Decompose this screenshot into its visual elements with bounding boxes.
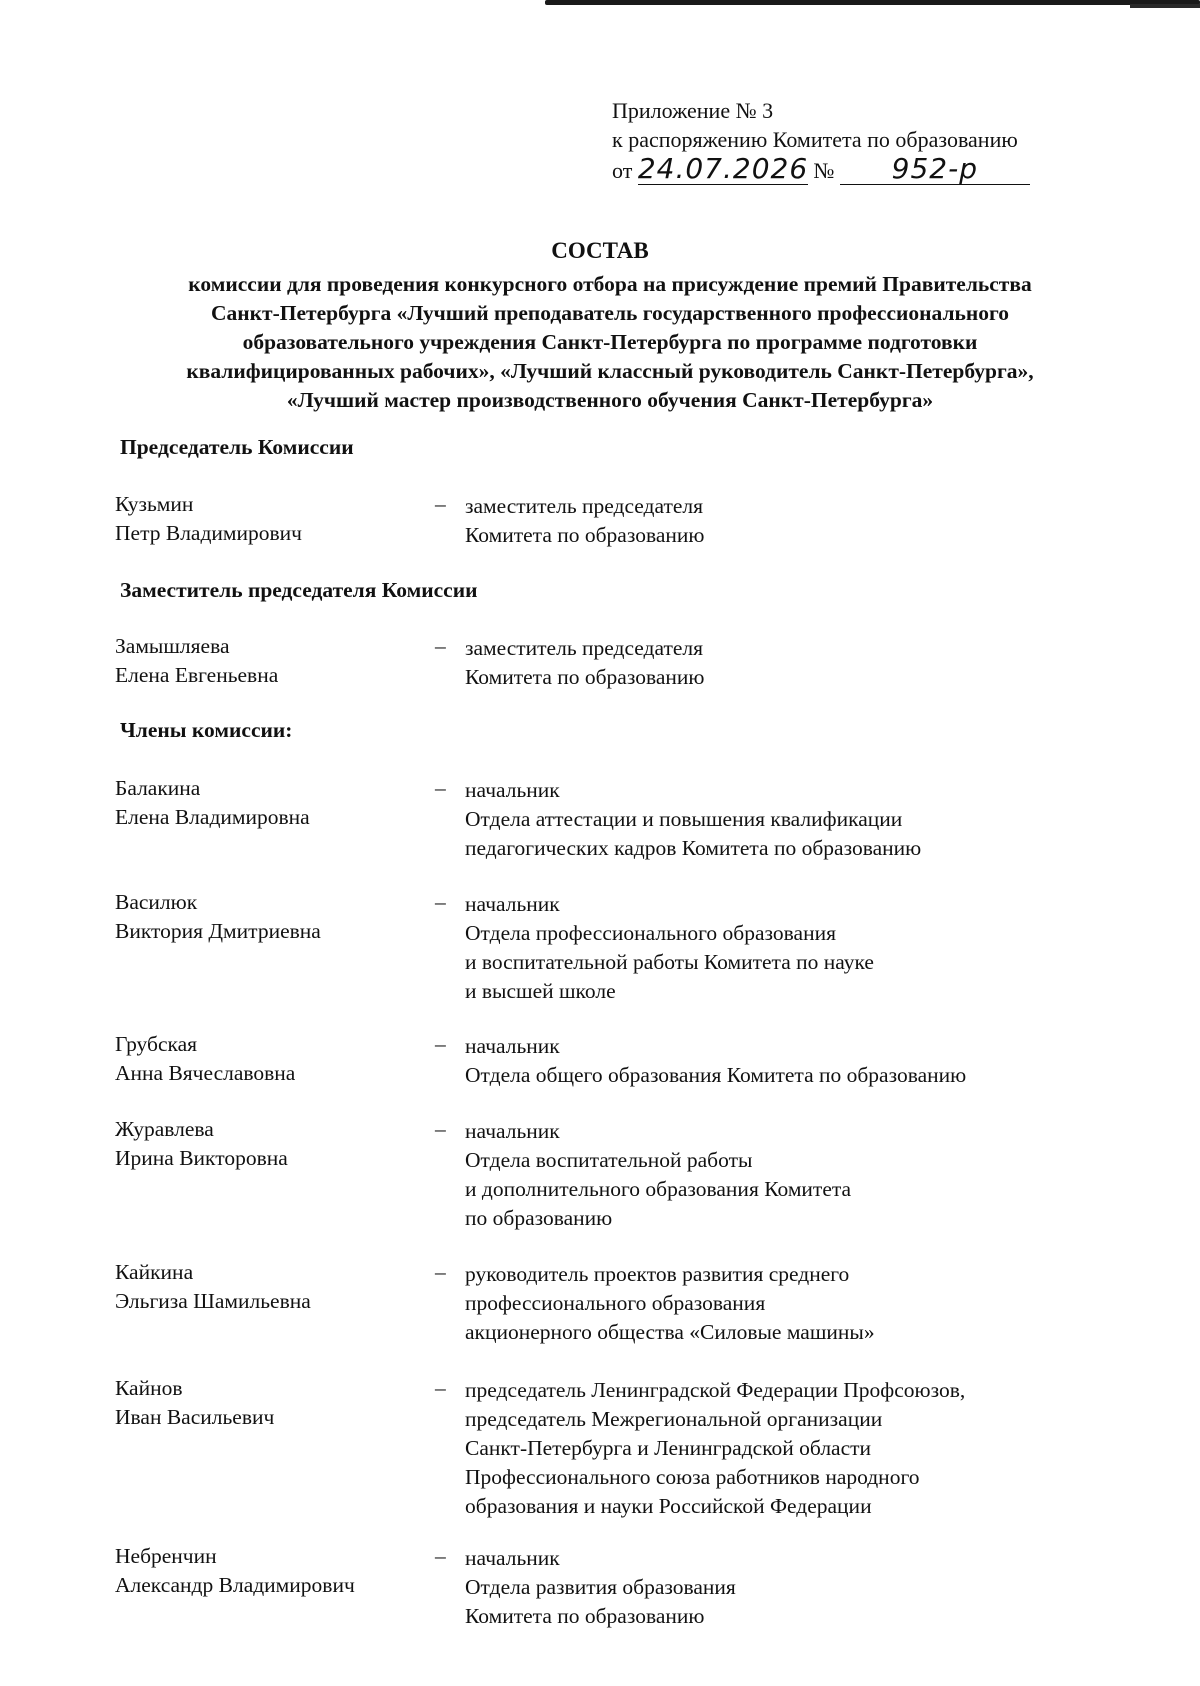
person-name: [115, 1258, 415, 1316]
given-names: Елена Евгеньевна: [115, 663, 279, 687]
role-line: и дополнительного образования Комитета: [465, 1177, 852, 1201]
scan-edge-mark: [545, 0, 1200, 5]
role-line: Комитета по образованию: [465, 665, 705, 689]
person-role: [465, 1117, 1115, 1233]
subtitle-line: квалифицированных рабочих», «Лучший классный руководитель Санкт-Петербурга»,: [186, 359, 1034, 383]
subtitle-line: «Лучший мастер производственного обучения Санкт-Петербурга»: [286, 388, 934, 412]
role-line: председатель Межрегиональной организации: [465, 1407, 883, 1431]
dash-separator: –: [435, 634, 446, 658]
dash-separator: –: [435, 1376, 446, 1400]
subtitle-line: комиссии для проведения конкурсного отбора на присуждение премий Правительства: [188, 272, 1032, 296]
dash-separator: –: [435, 1032, 446, 1056]
role-line: Комитета по образованию: [465, 1604, 705, 1628]
role-line: начальник: [465, 1119, 560, 1143]
role-line: начальник: [465, 1546, 560, 1570]
given-names: Ирина Викторовна: [115, 1146, 288, 1170]
appendix-date-line: [612, 154, 1030, 185]
surname: Грубская: [115, 1032, 198, 1056]
role-line: Санкт-Петербурга и Ленинградской области: [465, 1436, 872, 1460]
person-role: [465, 1544, 1115, 1631]
given-names: Александр Владимирович: [115, 1573, 355, 1597]
dash-separator: –: [435, 1117, 446, 1141]
role-line: образования и науки Российской Федерации: [465, 1494, 872, 1518]
role-line: Отдела воспитательной работы: [465, 1148, 753, 1172]
person-name: [115, 1374, 415, 1432]
role-line: руководитель проектов развития среднего: [465, 1262, 850, 1286]
person-role: [465, 1032, 1115, 1090]
role-line: начальник: [465, 1034, 560, 1058]
document-title: СОСТАВ: [551, 238, 649, 263]
person-role: [465, 1376, 1115, 1521]
role-line: Отдела развития образования: [465, 1575, 736, 1599]
role-line: начальник: [465, 778, 560, 802]
given-names: Иван Васильевич: [115, 1405, 275, 1429]
scan-edge-mark-tail: [1130, 4, 1200, 8]
role-line: профессионального образования: [465, 1291, 766, 1315]
given-names: Виктория Дмитриевна: [115, 919, 321, 943]
appendix-reference: к распоряжению Комитета по образованию: [612, 127, 1018, 152]
person-role: [465, 634, 1115, 692]
role-line: Профессионального союза работников народного: [465, 1465, 920, 1489]
role-line: педагогических кадров Комитета по образованию: [465, 836, 922, 860]
role-line: Отдела профессионального образования: [465, 921, 836, 945]
person-name: [115, 490, 415, 548]
given-names: Елена Владимировна: [115, 805, 310, 829]
given-names: Эльгиза Шамильевна: [115, 1289, 311, 1313]
surname: Кузьмин: [115, 492, 194, 516]
given-names: Петр Владимирович: [115, 521, 302, 545]
dash-separator: –: [435, 1260, 446, 1284]
person-name: [115, 774, 415, 832]
document-subtitle: [120, 270, 1100, 415]
surname: Балакина: [115, 776, 201, 800]
subtitle-line: образовательного учреждения Санкт-Петербурга по программе подготовки: [242, 330, 978, 354]
surname: Журавлева: [115, 1117, 214, 1141]
dash-separator: –: [435, 1544, 446, 1568]
given-names: Анна Вячеславовна: [115, 1061, 296, 1085]
role-line: Комитета по образованию: [465, 523, 705, 547]
number-prefix: №: [813, 158, 835, 183]
role-line: начальник: [465, 892, 560, 916]
members-heading: Члены комиссии:: [120, 718, 293, 742]
surname: Кайнов: [115, 1376, 183, 1400]
person-role: [465, 1260, 1115, 1347]
subtitle-line: Санкт-Петербурга «Лучший преподаватель государственного профессионального: [210, 301, 1009, 325]
surname: Небренчин: [115, 1544, 217, 1568]
date-prefix: от: [612, 158, 633, 183]
role-line: и высшей школе: [465, 979, 616, 1003]
chair-heading: Председатель Комиссии: [120, 435, 354, 459]
role-line: Отдела общего образования Комитета по образованию: [465, 1063, 967, 1087]
role-line: Отдела аттестации и повышения квалификации: [465, 807, 903, 831]
person-name: [115, 632, 415, 690]
surname: Замышляева: [115, 634, 230, 658]
person-role: [465, 492, 1115, 550]
surname: Василюк: [115, 890, 198, 914]
dash-separator: –: [435, 890, 446, 914]
person-name: [115, 888, 415, 946]
dash-separator: –: [435, 776, 446, 800]
person-role: [465, 890, 1115, 1006]
role-line: председатель Ленинградской Федерации Профсоюзов,: [465, 1378, 966, 1402]
handwritten-number: 952-р: [840, 154, 1030, 185]
role-line: и воспитательной работы Комитета по науке: [465, 950, 874, 974]
deputy-heading: Заместитель председателя Комиссии: [120, 578, 478, 602]
role-line: по образованию: [465, 1206, 613, 1230]
role-line: заместитель председателя: [465, 636, 704, 660]
person-name: [115, 1030, 415, 1088]
person-name: [115, 1115, 415, 1173]
role-line: заместитель председателя: [465, 494, 704, 518]
appendix-header: [612, 96, 1030, 185]
handwritten-date: 24.07.2026: [637, 152, 809, 185]
person-name: [115, 1542, 415, 1600]
dash-separator: –: [435, 492, 446, 516]
role-line: акционерного общества «Силовые машины»: [465, 1320, 875, 1344]
surname: Кайкина: [115, 1260, 194, 1284]
appendix-number: Приложение № 3: [612, 98, 774, 123]
person-role: [465, 776, 1115, 863]
